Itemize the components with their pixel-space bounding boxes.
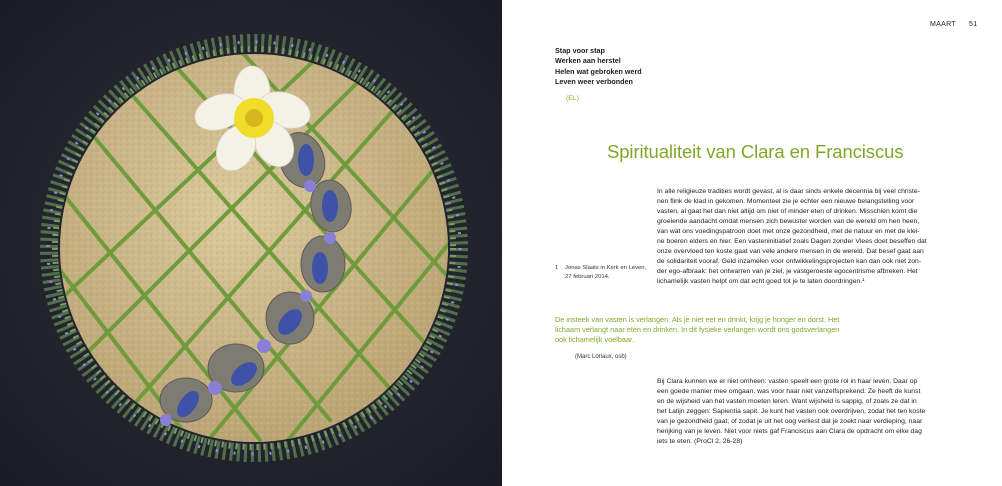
paragraph-line: iets te eten. (ProCl 2, 26-28)	[657, 437, 743, 445]
paragraph-line: de solidariteit vooraf. Geld inzamelen voor ontwikkelingsprojecten kan dan ook niet zon-	[657, 257, 922, 265]
verse-line: Stap voor stap	[555, 46, 605, 55]
pull-quote	[555, 315, 895, 346]
paragraph-line: onze overvloed ten koste gaat van vele andere mensen in de wereld. Dat besef gaat aan	[657, 247, 924, 255]
paragraph-line: ne boeren elders en hier. Een vasteninitiatief zoals Dagen zonder Vlees doet beseffen dat	[657, 237, 927, 245]
footnote-text-line-2: 27 februari 2014.	[565, 273, 610, 280]
quote-source: (Marc Loriaux, osb)	[575, 354, 627, 360]
quote-line: lichaam verlangt naar eten en drinken. In dit fysieke verlangen wordt ons godsverlangen	[555, 325, 840, 335]
paragraph-line: het Latijn zeggen: Sapientia sapit. Je kunt het vasten ook overdrijven, zodat het ten koste	[657, 407, 926, 415]
paragraph-line: lichamelijk vasten helpt om dat echt goed tot je te laten doordringen.¹	[657, 277, 865, 285]
verse-attribution: (EL)	[566, 95, 579, 102]
paragraph-line: en de wijsheid van het vasten moeten leren. Want wijsheid is sappig, of zoals ze dat in	[657, 397, 917, 405]
paragraph-line: groeiende aandacht omdat mensen zich bewuster worden van de wereld om hen heen,	[657, 217, 920, 225]
paragraph-line: van je gezondheid gaat; of zodat je uit het oog verliest dat je zoekt naar verdieping, naar	[657, 417, 923, 425]
footnote-text-line-1: Jonas Slaats in Kerk en Leven,	[565, 265, 647, 271]
verse-line: Helen wat gebroken werd	[555, 66, 642, 76]
paragraph-line: herijking van je leven. Niet voor niets gaf Franciscus aan Clara de opdracht om elke dag	[657, 427, 922, 435]
running-header-month: MAART	[930, 21, 956, 28]
paragraph-line: vasten, al gaat het dan niet altijd om niet of minder eten of drinken. Misschien komt die	[657, 207, 918, 215]
paragraph-line: der ego-afbraak: het ontwarren van je ziel, je vastgeroeste egocentrisme afbreken. Het	[657, 267, 918, 275]
paragraph-line: van wat ons voedingspatroon doet met onze gezondheid, met de natuur en met de klei-	[657, 227, 920, 235]
body-paragraph-1	[657, 187, 940, 287]
paragraph-line: nen flink de klad in gekomen. Momenteel zie je echter een nieuwe belangstelling voor	[657, 197, 915, 205]
paragraph-line: In alle religieuze tradities wordt gevast, al is daar sinds enkele decennia bij veel christe-	[657, 188, 920, 195]
right-page-text	[502, 0, 1002, 486]
footnote-number: 1	[555, 265, 559, 271]
verse-line: Werken aan herstel	[555, 56, 621, 66]
quote-line: De insteek van vasten is verlangen. Als je niet eet en drinkt, krijg je honger en dorst. Het	[555, 315, 840, 324]
body-paragraph-2	[657, 377, 940, 447]
verse-line: Leven weer verbonden	[555, 77, 633, 87]
quote-line: ook lichamelijk voelbaar.	[555, 335, 635, 345]
paragraph-line: Bij Clara kunnen we er niet omheen: vasten speelt een grote rol in haar leven. Daar op	[657, 378, 918, 385]
page-number: 51	[969, 21, 978, 28]
verse-block	[555, 46, 642, 88]
article-title: Spiritualiteit van Clara en Franciscus	[607, 141, 904, 162]
footnote	[555, 264, 646, 282]
paragraph-line: een goede manier mee omgaan, was voor haar niet vanzelfsprekend. Ze heeft de kunst	[657, 387, 921, 395]
